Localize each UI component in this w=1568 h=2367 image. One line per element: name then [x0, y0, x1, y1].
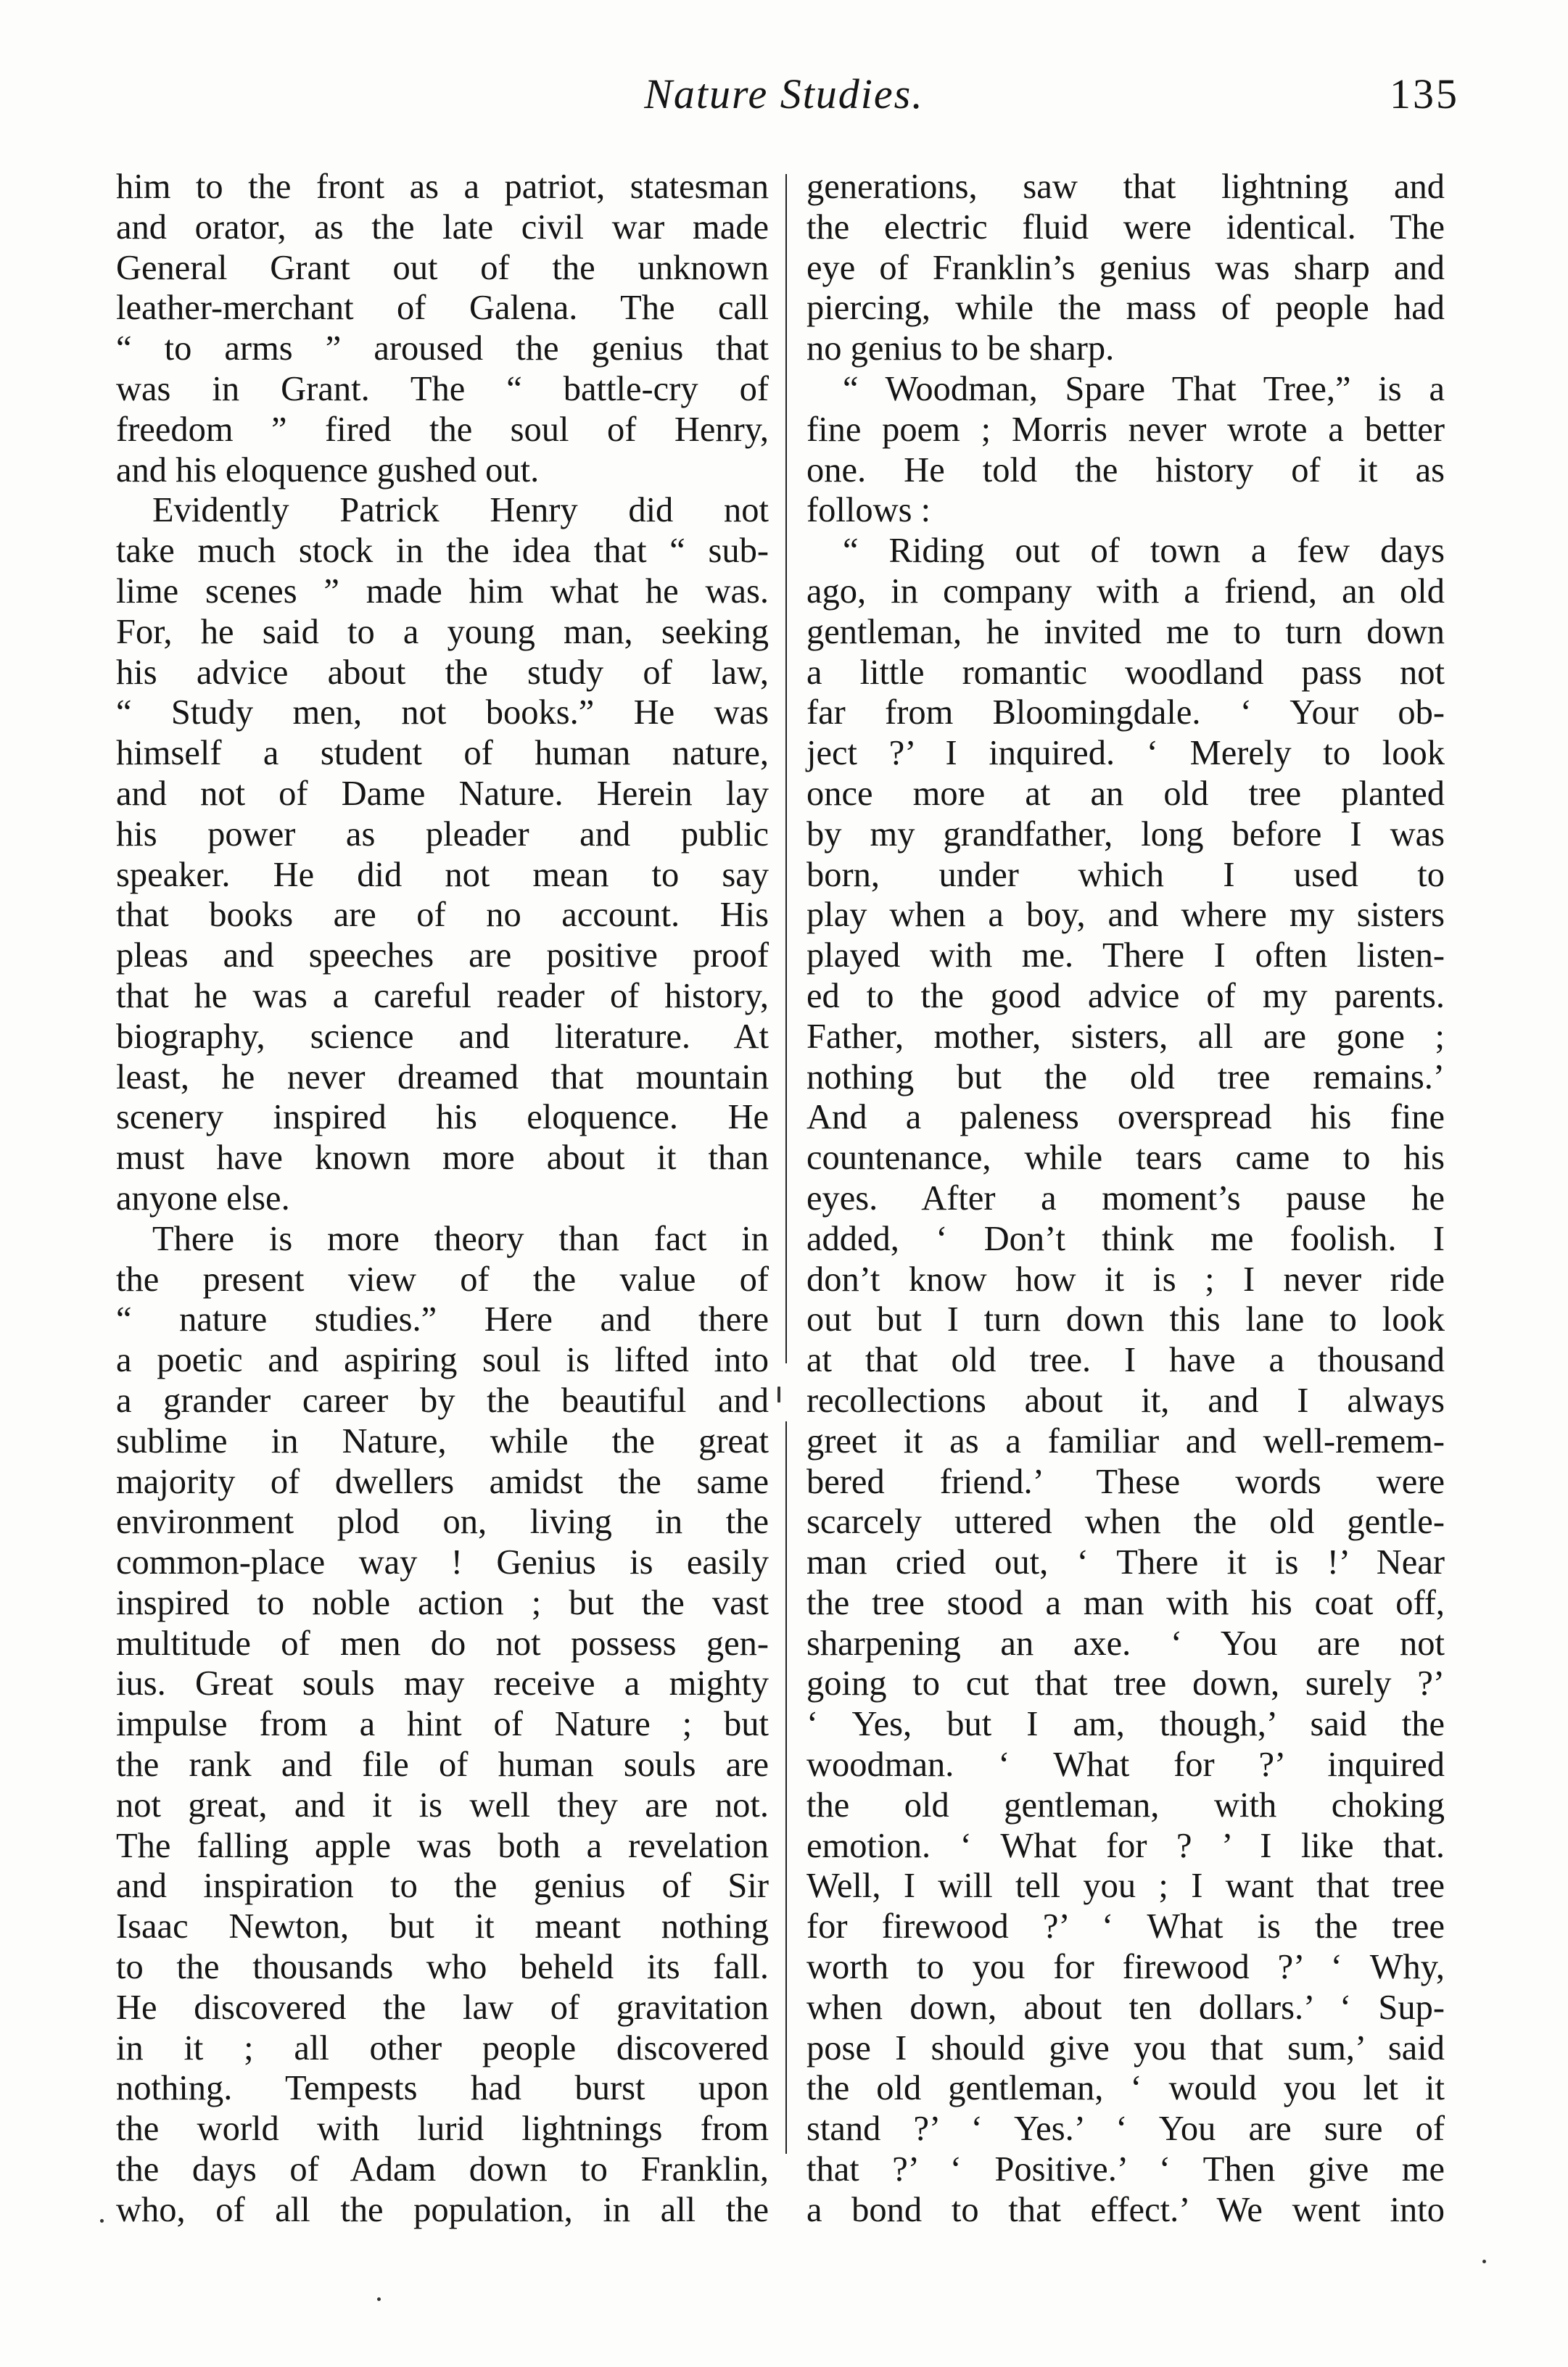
text-line: don’t know how it is ; I never ride: [806, 1260, 1445, 1299]
text-line: who, of all the population, in all the: [116, 2190, 769, 2229]
text-line: common-place way ! Genius is easily: [116, 1543, 769, 1582]
text-line: And a paleness overspread his fine: [806, 1098, 1445, 1137]
text-line: biography, science and literature. At: [116, 1017, 769, 1056]
text-line: ago, in company with a friend, an old: [806, 571, 1445, 611]
text-line: the present view of the value of: [116, 1260, 769, 1299]
text-line: majority of dwellers amidst the same: [116, 1462, 769, 1501]
text-line: sharpening an axe. ‘ You are not: [806, 1624, 1445, 1663]
text-line: and inspiration to the genius of Sir: [116, 1867, 769, 1906]
text-line: freedom ” fired the soul of Henry,: [116, 410, 769, 449]
text-line: For, he said to a young man, seeking: [116, 612, 769, 651]
text-line: and his eloquence gushed out.: [116, 450, 540, 489]
text-line: fine poem ; Morris never wrote a better: [806, 410, 1445, 449]
text-line: multitude of men do not possess gen-: [116, 1624, 769, 1663]
text-line: man cried out, ‘ There it is !’ Near: [806, 1543, 1445, 1582]
text-line: leather-merchant of Galena. The call: [116, 289, 769, 328]
text-line: woodman. ‘ What for ?’ inquired: [806, 1746, 1445, 1785]
text-line: added, ‘ Don’t think me foolish. I: [806, 1219, 1445, 1258]
text-line: Isaac Newton, but it meant nothing: [116, 1907, 769, 1946]
text-line: nothing but the old tree remains.’: [806, 1057, 1445, 1096]
text-line: out but I turn down this lane to look: [806, 1300, 1445, 1339]
text-line: himself a student of human nature,: [116, 734, 769, 773]
text-line: take much stock in the idea that “ sub-: [116, 532, 769, 571]
text-line: the rank and file of human souls are: [116, 1746, 769, 1785]
text-line: gentleman, he invited me to turn down: [806, 612, 1445, 651]
page-number: 135: [1390, 70, 1459, 117]
text-line: scenery inspired his eloquence. He: [116, 1098, 769, 1137]
text-line: his power as pleader and public: [116, 814, 769, 854]
text-line: the old gentleman, with choking: [806, 1785, 1445, 1825]
text-line: The falling apple was both a revelation: [116, 1826, 769, 1865]
text-line: a little romantic woodland pass not: [806, 653, 1445, 692]
text-line: a poetic and aspiring soul is lifted into: [116, 1341, 769, 1380]
text-line: pose I should give you that sum,’ said: [806, 2028, 1445, 2067]
text-line: one. He told the history of it as: [806, 450, 1445, 489]
text-line: countenance, while tears came to his: [806, 1139, 1445, 1178]
text-line: least, he never dreamed that mountain: [116, 1057, 769, 1096]
text-line: “ Riding out of town a few days: [843, 532, 1445, 571]
text-line: “ nature studies.” Here and there: [116, 1300, 769, 1339]
text-line: nothing. Tempests had burst upon: [116, 2069, 769, 2108]
text-line: pleas and speeches are positive proof: [116, 936, 769, 975]
text-line: ius. Great souls may receive a mighty: [116, 1664, 769, 1703]
text-line: far from Bloomingdale. ‘ Your ob-: [806, 693, 1445, 732]
text-line: ject ?’ I inquired. ‘ Merely to look: [806, 734, 1445, 773]
text-line: not great, and it is well they are not.: [116, 1785, 769, 1825]
text-line: born, under which I used to: [806, 855, 1445, 894]
text-line: the days of Adam down to Franklin,: [116, 2150, 769, 2189]
text-line: generations, saw that lightning and: [806, 168, 1445, 206]
text-line: must have known more about it than: [116, 1139, 769, 1178]
column-rule-upper: [785, 174, 787, 1363]
right-text-column: [806, 167, 1445, 2231]
text-line: He discovered the law of gravitation: [116, 1988, 769, 2027]
text-line: and not of Dame Nature. Herein lay: [116, 774, 769, 813]
print-speck: [100, 2219, 104, 2223]
print-speck: [377, 2297, 381, 2301]
text-line: to the thousands who beheld its fall.: [116, 1948, 769, 1987]
text-line: in it ; all other people discovered: [116, 2028, 769, 2067]
text-line: the world with lurid lightnings from: [116, 2110, 769, 2149]
text-line: anyone else.: [116, 1178, 290, 1218]
text-line: going to cut that tree down, surely ?’: [806, 1664, 1445, 1703]
text-line: Well, I will tell you ; I want that tree: [806, 1867, 1445, 1906]
text-line: “ Woodman, Spare That Tree,” is a: [843, 369, 1445, 408]
text-line: was in Grant. The “ battle-cry of: [116, 369, 769, 408]
text-line: greet it as a familiar and well-remem-: [806, 1421, 1445, 1461]
text-line: and orator, as the late civil war made: [116, 207, 769, 247]
column-rule-lower: [785, 1421, 787, 2154]
text-line: inspired to noble action ; but the vast: [116, 1583, 769, 1622]
text-line: once more at an old tree planted: [806, 774, 1445, 813]
print-speck: [777, 1387, 780, 1403]
text-line: eyes. After a moment’s pause he: [806, 1178, 1445, 1218]
text-line: ‘ Yes, but I am, though,’ said the: [806, 1705, 1445, 1744]
text-line: environment plod on, living in the: [116, 1503, 769, 1542]
text-line: There is more theory than fact in: [152, 1219, 769, 1258]
running-title: Nature Studies.: [644, 70, 924, 117]
text-line: General Grant out of the unknown: [116, 248, 769, 287]
text-line: him to the front as a patriot, statesman: [116, 168, 769, 206]
text-line: sublime in Nature, while the great: [116, 1421, 769, 1461]
text-line: a bond to that effect.’ We went into: [806, 2190, 1445, 2229]
text-line: Father, mother, sisters, all are gone ;: [806, 1017, 1445, 1056]
text-line: bered friend.’ These words were: [806, 1462, 1445, 1501]
text-line: that books are of no account. His: [116, 896, 769, 935]
text-line: when down, about ten dollars.’ ‘ Sup-: [806, 1988, 1445, 2027]
text-line: for firewood ?’ ‘ What is the tree: [806, 1907, 1445, 1946]
text-line: Evidently Patrick Henry did not: [152, 491, 769, 530]
text-line: lime scenes ” made him what he was.: [116, 571, 769, 611]
text-line: eye of Franklin’s genius was sharp and: [806, 248, 1445, 287]
text-line: ed to the good advice of my parents.: [806, 976, 1445, 1015]
text-line: his advice about the study of law,: [116, 653, 769, 692]
text-line: at that old tree. I have a thousand: [806, 1341, 1445, 1380]
text-line: stand ?’ ‘ Yes.’ ‘ You are sure of: [806, 2110, 1445, 2149]
text-line: follows :: [806, 491, 931, 530]
text-line: “ to arms ” aroused the genius that: [116, 329, 769, 368]
text-line: the old gentleman, ‘ would you let it: [806, 2069, 1445, 2108]
text-line: impulse from a hint of Nature ; but: [116, 1705, 769, 1744]
text-line: speaker. He did not mean to say: [116, 855, 769, 894]
text-line: “ Study men, not books.” He was: [116, 693, 769, 732]
text-line: by my grandfather, long before I was: [806, 814, 1445, 854]
text-line: worth to you for firewood ?’ ‘ Why,: [806, 1948, 1445, 1987]
left-text-column: [116, 167, 769, 2231]
text-line: scarcely uttered when the old gentle-: [806, 1503, 1445, 1542]
text-line: play when a boy, and where my sisters: [806, 896, 1445, 935]
text-line: a grander career by the beautiful and: [116, 1381, 769, 1420]
text-line: that ?’ ‘ Positive.’ ‘ Then give me: [806, 2150, 1445, 2189]
text-line: piercing, while the mass of people had: [806, 289, 1445, 328]
text-line: emotion. ‘ What for ? ’ I like that.: [806, 1826, 1445, 1865]
text-line: recollections about it, and I always: [806, 1381, 1445, 1420]
print-speck: [1482, 2260, 1486, 2263]
text-line: that he was a careful reader of history,: [116, 976, 769, 1015]
text-line: no genius to be sharp.: [806, 329, 1115, 368]
text-line: the electric fluid were identical. The: [806, 207, 1445, 247]
text-line: the tree stood a man with his coat off,: [806, 1583, 1445, 1622]
text-line: played with me. There I often listen-: [806, 936, 1445, 975]
